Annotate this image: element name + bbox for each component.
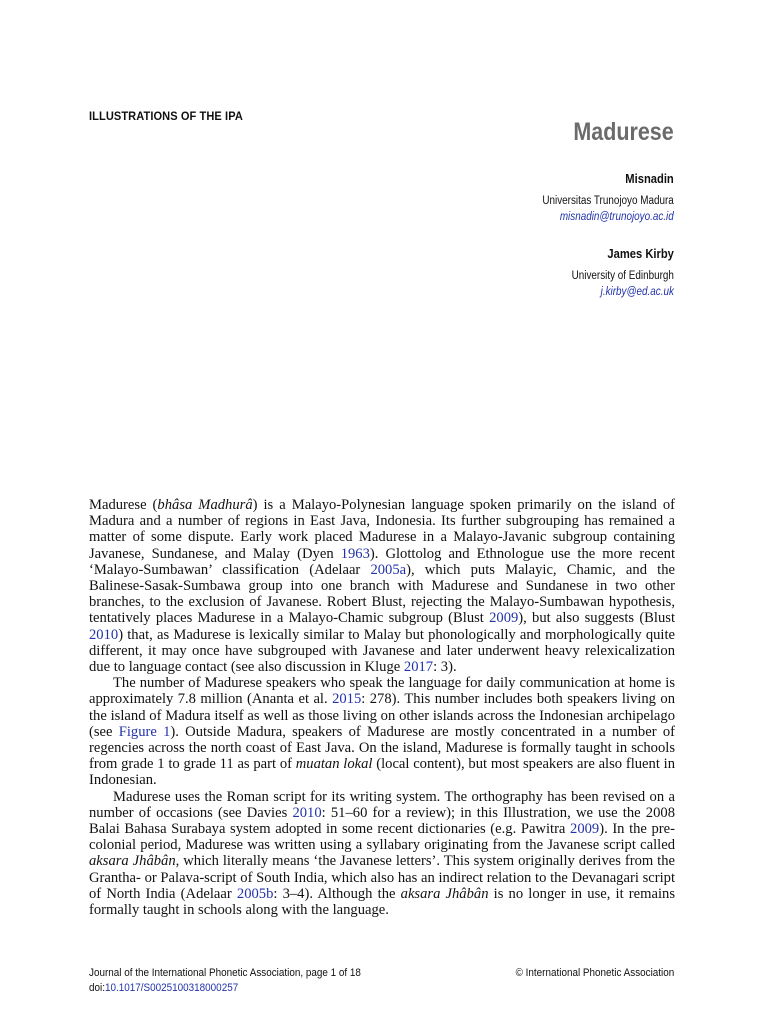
author-email-link[interactable]: j.kirby@ed.ac.uk bbox=[600, 286, 674, 298]
doi-line bbox=[89, 981, 616, 996]
italic-term: aksara Jhâbân bbox=[400, 885, 489, 902]
citation-link[interactable]: 2010 bbox=[89, 626, 119, 643]
text-span: ). Glottolog and Ethnologue use the more recent ‘Malayo-Sumbawan’ classification (Adelaar bbox=[89, 545, 675, 578]
paragraph-1 bbox=[89, 497, 675, 675]
citation-link[interactable]: 2009 bbox=[489, 610, 519, 627]
text-span: is no longer in use, it remains formally taught in schools along with the language. bbox=[89, 885, 675, 919]
citation-link[interactable]: 2010 bbox=[292, 804, 322, 821]
author-name: Misnadin bbox=[625, 171, 674, 186]
paragraph-3 bbox=[89, 789, 675, 919]
text-span: Madurese uses the Roman script for its writing system. The orthography has been revised on a number of occasions (see Davies bbox=[89, 788, 675, 821]
text-span: , which literally means ‘the Javanese letters’. This system originally derives from the Grantha- or Palava-script of South India, which also has an indirect relation to the Devanagari script of North India (Adelaar bbox=[89, 853, 675, 902]
author-email-link[interactable]: misnadin@trunojoyo.ac.id bbox=[560, 211, 674, 223]
italic-term: muatan lokal bbox=[295, 756, 373, 773]
text-span: ) that, as Madurese is lexically similar to Malay but phonologically and morphologically quite different, it may once have subgrouped with Javanese and later underwent heavy relexicalization due to language contact (see also discussion in Kluge bbox=[89, 626, 675, 676]
italic-term: aksara Jhâbân bbox=[89, 853, 176, 870]
figure-link[interactable]: Figure 1 bbox=[118, 723, 171, 740]
author-block bbox=[543, 171, 674, 225]
text-span: : 3–4). Although the bbox=[273, 885, 401, 902]
citation-link[interactable]: 2005b bbox=[236, 885, 274, 902]
text-span: ), which puts Malayic, Chamic, and the Balinese-Sasak-Sumbawa group into one branch with Madurese and Sundanese in two other branches, to the exclusion of Javanese. Robert Blust, rejecting the Malayo-Sumbawan hypothesis, tentatively places Madurese in a Malayo-Chamic subgroup (Blust bbox=[89, 561, 675, 627]
author-affiliation: Universitas Trunojoyo Madura bbox=[542, 195, 674, 207]
text-span: : 3). bbox=[433, 659, 457, 676]
doi-label: doi: bbox=[89, 982, 105, 994]
citation-link[interactable]: 1963 bbox=[340, 545, 370, 562]
italic-term: bhâsa Madhurâ bbox=[157, 497, 253, 513]
text-span: ) is a Malayo-Polynesian language spoken primarily on the island of Madura and a number of regions in East Java, Indonesia. Its further subgrouping has remained a matter of some dispute. Early work placed Madurese in a Malayo-Javanic subgroup containing Javanese, Sundanese, and Malay (Dyen bbox=[89, 497, 675, 562]
author-block bbox=[572, 246, 674, 300]
journal-info: Journal of the International Phonetic Association, page 1 of 18 bbox=[89, 967, 361, 979]
page-title: Madurese bbox=[573, 118, 674, 146]
paragraph-2 bbox=[89, 675, 675, 788]
text-span: (local content), but most speakers are also fluent in Indonesian. bbox=[89, 756, 675, 789]
text-span: Madurese ( bbox=[89, 497, 158, 513]
citation-link[interactable]: 2015 bbox=[332, 691, 362, 708]
section-label: ILLUSTRATIONS OF THE IPA bbox=[89, 109, 243, 123]
text-span: ). In the pre-colonial period, Madurese was written using a syllabary originating from the Javanese script called bbox=[89, 821, 676, 854]
text-span: : 51–60 for a review); in this Illustration, we use the 2008 Balai Bahasa Surabaya system adopted in some recent dictionaries (e.g. Pawitra bbox=[89, 804, 675, 838]
citation-link[interactable]: 2005a bbox=[370, 561, 407, 578]
text-span: ), but also suggests (Blust bbox=[518, 610, 675, 627]
citation-link[interactable]: 2017 bbox=[403, 659, 434, 676]
author-affiliation: University of Edinburgh bbox=[571, 270, 674, 282]
text-span: ). Outside Madura, speakers of Madurese are mostly concentrated in a number of regencies across the north coast of East Java. On the island, Madurese is formally taught in schools from grade 1 to grade 11 as part of bbox=[89, 723, 675, 773]
text-span: The number of Madurese speakers who speak the language for daily communication at home is approximately 7.8 million (Ananta et al. bbox=[89, 675, 675, 708]
copyright-notice: © International Phonetic Association bbox=[515, 967, 674, 979]
citation-link[interactable]: 2009 bbox=[570, 821, 600, 838]
article-body bbox=[89, 497, 675, 918]
doi-link[interactable]: 10.1017/S0025100318000257 bbox=[104, 982, 239, 994]
author-name: James Kirby bbox=[607, 246, 674, 261]
text-span: : 278). This number includes both speakers living on the island of Madura itself as well as those living on other islands across the Indonesian archipelago (see bbox=[89, 691, 675, 740]
